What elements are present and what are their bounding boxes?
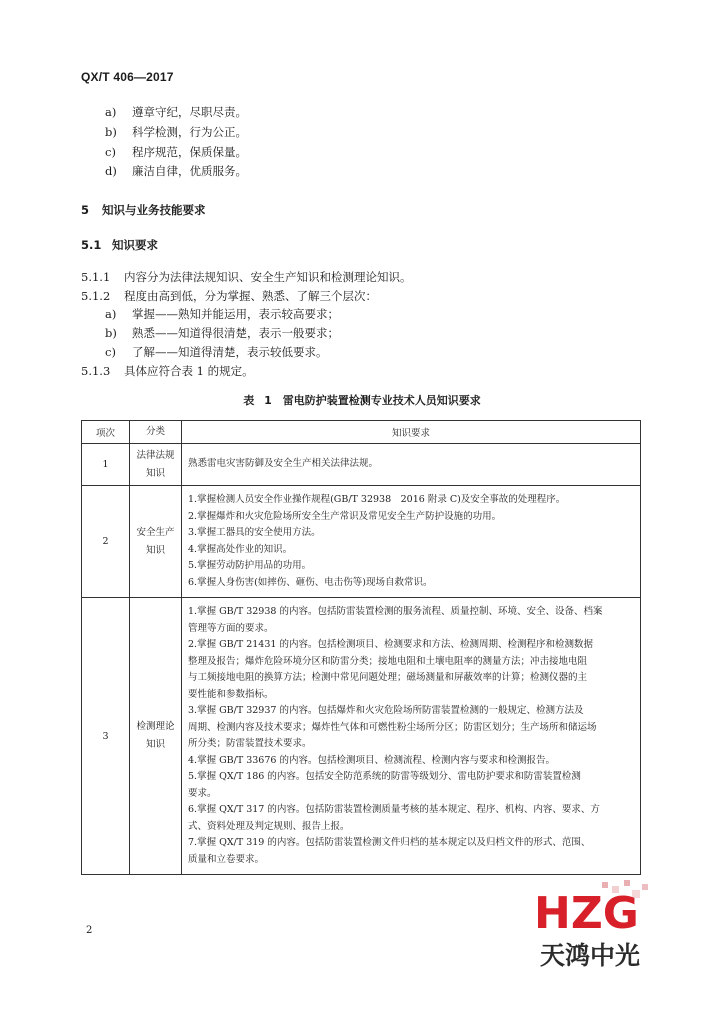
clause-text: 内容分为法律法规知识、安全生产知识和检测理论知识。 xyxy=(124,270,412,284)
requirement-line: 6.掌握 QX/T 317 的内容。包括防雷装置检测质量考核的基本规定、程序、机构、内容、要求、方 xyxy=(188,804,600,815)
subsection-heading xyxy=(81,238,158,252)
list-marker: d) xyxy=(105,164,117,178)
list-marker: b) xyxy=(105,326,117,340)
requirement-line: 1.掌握 GB/T 32938 的内容。包括防雷装置检测的服务流程、质量控制、环境、安全、设备、档案 xyxy=(188,606,603,617)
subsection-title: 知识要求 xyxy=(112,238,158,252)
clause-number: 5.1.2 xyxy=(81,289,111,303)
requirement-line: 质量和立卷要求。 xyxy=(188,853,265,865)
requirement-line: 管理等方面的要求。 xyxy=(188,622,274,634)
list-marker: c) xyxy=(105,345,116,359)
knowledge-table xyxy=(81,420,641,875)
list-text: 廉洁自律，优质服务。 xyxy=(132,164,247,178)
category-line: 法律法规 xyxy=(136,449,175,461)
row-requirement xyxy=(182,444,641,486)
requirement-line: 6.掌握人身伤害(如摔伤、砸伤、电击伤等)现场自救常识。 xyxy=(188,576,433,588)
requirement-line: 3.掌握工器具的安全使用方法。 xyxy=(188,527,321,538)
requirement-line: 周期、检测内容及技术要求；爆炸性气体和可燃性粉尘场所分区；防雷区划分；生产场所和储运场 xyxy=(188,721,597,733)
category-line: 知识 xyxy=(145,544,165,556)
list-item xyxy=(105,105,247,119)
list-text: 掌握——熟知并能运用，表示较高要求； xyxy=(132,307,339,321)
section-number: 5 xyxy=(81,203,90,217)
clause-5-1-2 xyxy=(81,289,377,303)
clause-5-1-3 xyxy=(81,364,254,378)
list-marker: c) xyxy=(105,145,116,159)
requirement-line: 3.掌握 GB/T 32937 的内容。包括爆炸和火灾危险场所防雷装置检测的一般规定、检测方法及 xyxy=(188,705,584,716)
clause-text: 具体应符合表 1 的规定。 xyxy=(124,364,254,378)
requirement-line: 2.掌握爆炸和火灾危险场所安全生产常识及常见安全生产防护设施的功用。 xyxy=(188,510,502,522)
list-item xyxy=(105,307,339,321)
clause-number: 5.1.3 xyxy=(81,364,111,378)
row-requirement xyxy=(182,486,641,598)
table-caption: 表 1 雷电防护装置检测专业技术人员知识要求 xyxy=(243,394,481,407)
list-text: 科学检测，行为公正。 xyxy=(132,125,247,139)
row-category xyxy=(130,486,182,598)
list-marker: b) xyxy=(105,125,117,139)
company-logo-watermark xyxy=(528,880,678,970)
requirement-line: 熟悉雷电灾害防御及安全生产相关法律法规。 xyxy=(188,458,379,470)
requirement-line: 5.掌握 QX/T 186 的内容。包括安全防范系统的防雷等级划分、雷电防护要求和防雷装置检测 xyxy=(188,771,581,782)
requirement-line: 式、资料处理及判定规则、报告上报。 xyxy=(188,820,350,832)
requirement-line: 2.掌握 GB/T 21431 的内容。包括检测项目、检测要求和方法、检测周期、检测程序和检测数据 xyxy=(188,639,593,650)
requirement-line: 4.掌握 GB/T 33676 的内容。包括检测项目、检测流程、检测内容与要求和检测报告。 xyxy=(188,754,555,766)
list-item xyxy=(105,145,247,159)
list-text: 熟悉——知道得很清楚，表示一般要求； xyxy=(132,326,339,340)
section-heading xyxy=(81,203,206,217)
table-row xyxy=(82,444,641,486)
requirement-line: 5.掌握劳动防护用品的功用。 xyxy=(188,560,312,571)
requirement-line: 要求。 xyxy=(188,787,217,799)
list-item xyxy=(105,164,247,178)
row-category xyxy=(130,444,182,486)
table-row xyxy=(82,486,641,598)
list-item xyxy=(105,345,328,359)
list-text: 遵章守纪，尽职尽责。 xyxy=(132,105,247,119)
requirement-line: 整理及报告；爆炸危险环境分区和防雷分类；接地电阻和土壤电阻率的测量方法；冲击接地电阻 xyxy=(188,655,588,667)
table-header-row xyxy=(82,421,641,444)
requirement-line: 与工频接地电阻的换算方法；检测中常见问题处理；磁场测量和屏蔽效率的计算；检测仪器的主 xyxy=(188,672,588,683)
category-line: 安全生产 xyxy=(136,526,175,538)
logo-letters: HZG xyxy=(534,888,639,939)
list-marker: a) xyxy=(105,307,117,321)
clause-5-1-1 xyxy=(81,270,412,284)
subsection-number: 5.1 xyxy=(81,238,102,252)
page-number: 2 xyxy=(86,925,93,936)
logo-company-name: 天鸿中光 xyxy=(540,941,641,970)
category-line: 知识 xyxy=(145,467,165,479)
list-text: 了解——知道得清楚，表示较低要求。 xyxy=(132,345,328,359)
clause-number: 5.1.1 xyxy=(81,270,111,284)
row-no: 1 xyxy=(82,444,130,486)
requirement-line: 4.掌握高处作业的知识。 xyxy=(188,543,293,555)
requirement-line: 要性能和参数指标。 xyxy=(188,688,274,700)
list-text: 程序规范，保质保量。 xyxy=(132,145,247,159)
header-requirement: 知识要求 xyxy=(182,421,641,444)
requirement-line: 7.掌握 QX/T 319 的内容。包括防雷装置检测文件归档的基本规定以及归档文件的形式、范围、 xyxy=(188,837,591,848)
requirement-line: 1.掌握检测人员安全作业操作规程(GB/T 32938 2016 附录 C)及安全事故的处理程序。 xyxy=(188,494,566,505)
header-category: 分类 xyxy=(130,421,182,444)
section-title: 知识与业务技能要求 xyxy=(102,203,206,217)
clause-text: 程度由高到低，分为掌握、熟悉、了解三个层次： xyxy=(124,289,377,303)
requirement-line: 所分类；防雷装置技术要求。 xyxy=(188,738,312,749)
document-code-header: QX/T 406—2017 xyxy=(81,70,174,84)
category-line: 知识 xyxy=(145,739,165,750)
list-item xyxy=(105,326,339,340)
category-line: 检测理论 xyxy=(136,721,175,732)
row-requirement xyxy=(182,598,641,875)
header-no: 项次 xyxy=(82,421,130,444)
row-category xyxy=(130,598,182,875)
row-no: 2 xyxy=(82,486,130,598)
row-no: 3 xyxy=(82,598,130,875)
list-item xyxy=(105,125,247,139)
list-marker: a) xyxy=(105,105,117,119)
table-row xyxy=(82,598,641,875)
